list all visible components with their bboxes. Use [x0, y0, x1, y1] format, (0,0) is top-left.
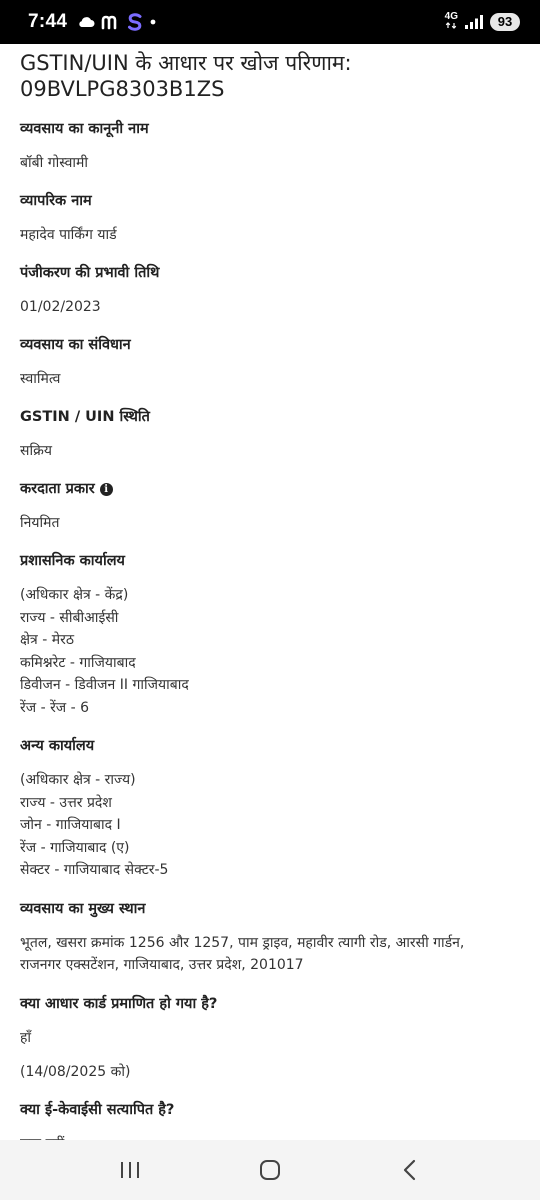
page-title-gstin: 09BVLPG8303B1ZS — [20, 77, 225, 101]
other-office-line: रेंज - गाजियाबाद (ए) — [20, 839, 130, 856]
constitution-label: व्यवसाय का संविधान — [20, 337, 131, 353]
section-aadhaar-auth — [20, 993, 520, 1083]
principal-place-label: व्यवसाय का मुख्य स्थान — [20, 900, 146, 917]
other-office-line: जोन - गाजियाबाद I — [20, 817, 121, 833]
section-constitution — [20, 334, 520, 390]
registration-date-label: पंजीकरण की प्रभावी तिथि — [20, 265, 160, 281]
admin-office-line: (अधिकार क्षेत्र - केंद्र) — [20, 587, 129, 603]
section-gstin-status — [20, 406, 520, 462]
aadhaar-auth-value: हाँ — [20, 1029, 32, 1046]
status-time: 7:44 — [28, 11, 68, 32]
constitution-value: स्वामित्व — [20, 371, 61, 387]
admin-office-line: कमिश्नरेट - गाजियाबाद — [20, 654, 136, 671]
signal-strength-icon — [464, 14, 484, 30]
network-indicator — [445, 12, 458, 32]
taxpayer-type-label: करदाता प्रकार — [20, 481, 95, 497]
status-right-icons — [445, 12, 520, 32]
admin-office-value — [20, 584, 520, 719]
other-office-value — [20, 769, 520, 882]
messages-m-icon — [101, 15, 121, 29]
section-taxpayer-type — [20, 478, 520, 534]
page-title — [20, 50, 520, 102]
other-office-line: राज्य - उत्तर प्रदेश — [20, 794, 112, 811]
taxpayer-type-label-row — [20, 478, 520, 500]
other-office-line: सेक्टर - गाजियाबाद सेक्टर-5 — [20, 862, 169, 878]
section-legal-name — [20, 118, 520, 174]
system-navigation-bar — [0, 1140, 540, 1200]
admin-office-line: रेंज - रेंज - 6 — [20, 699, 90, 716]
recent-apps-button[interactable] — [100, 1150, 160, 1190]
home-button[interactable] — [240, 1150, 300, 1190]
back-button[interactable] — [380, 1150, 440, 1190]
notification-dot-icon — [149, 18, 157, 26]
section-registration-date — [20, 262, 520, 318]
other-office-label: अन्य कार्यालय — [20, 738, 95, 754]
page-title-line1: GSTIN/UIN के आधार पर खोज परिणाम: — [20, 51, 352, 75]
aadhaar-auth-label: क्या आधार कार्ड प्रमाणित हो गया है? — [20, 995, 218, 1012]
battery-indicator: 93 — [490, 13, 520, 31]
recent-apps-icon — [119, 1160, 141, 1180]
taxpayer-type-value: नियमित — [20, 515, 60, 531]
ekyc-label: क्या ई-केवाईसी सत्यापित है? — [20, 1101, 175, 1118]
cloud-icon — [77, 16, 95, 28]
other-office-line: (अधिकार क्षेत्र - राज्य) — [20, 772, 136, 788]
gstin-status-value: सक्रिय — [20, 443, 52, 459]
legal-name-value: बॉबी गोस्वामी — [20, 155, 89, 171]
section-other-office — [20, 735, 520, 882]
section-trade-name — [20, 190, 520, 246]
admin-office-line: राज्य - सीबीआईसी — [20, 609, 119, 626]
principal-place-line: भूतल, खसरा क्रमांक 1256 और 1257, पाम ड्राइव, महावीर त्यागी रोड, आरसी गार्डन, — [20, 934, 465, 951]
trade-name-value: महादेव पार्किंग यार्ड — [20, 227, 117, 243]
data-arrows-icon — [445, 22, 457, 29]
aadhaar-auth-date: (14/08/2025 को) — [20, 1063, 131, 1080]
section-principal-place — [20, 898, 520, 977]
network-type: 4G — [444, 11, 458, 22]
s-app-icon — [127, 13, 143, 31]
principal-place-line: राजनगर एक्सटेंशन, गाजियाबाद, उत्तर प्रदेश, 201017 — [20, 957, 304, 973]
gstin-status-label: GSTIN / UIN स्थिति — [20, 409, 150, 425]
status-left-icons — [77, 13, 157, 31]
admin-office-line: डिवीजन - डिवीजन II गाजियाबाद — [20, 677, 189, 693]
status-bar — [0, 0, 540, 44]
admin-office-label: प्रशासनिक कार्यालय — [20, 553, 125, 569]
principal-place-value — [20, 932, 520, 977]
search-result-content — [0, 44, 540, 1140]
legal-name-label: व्यवसाय का कानूनी नाम — [20, 121, 149, 137]
home-icon — [259, 1159, 281, 1181]
trade-name-label: व्यापरिक नाम — [20, 193, 92, 209]
info-icon[interactable]: i — [100, 483, 113, 496]
back-chevron-icon — [402, 1159, 418, 1181]
admin-office-line: क्षेत्र - मेरठ — [20, 632, 74, 648]
section-admin-office — [20, 550, 520, 719]
registration-date-value: 01/02/2023 — [20, 299, 101, 315]
